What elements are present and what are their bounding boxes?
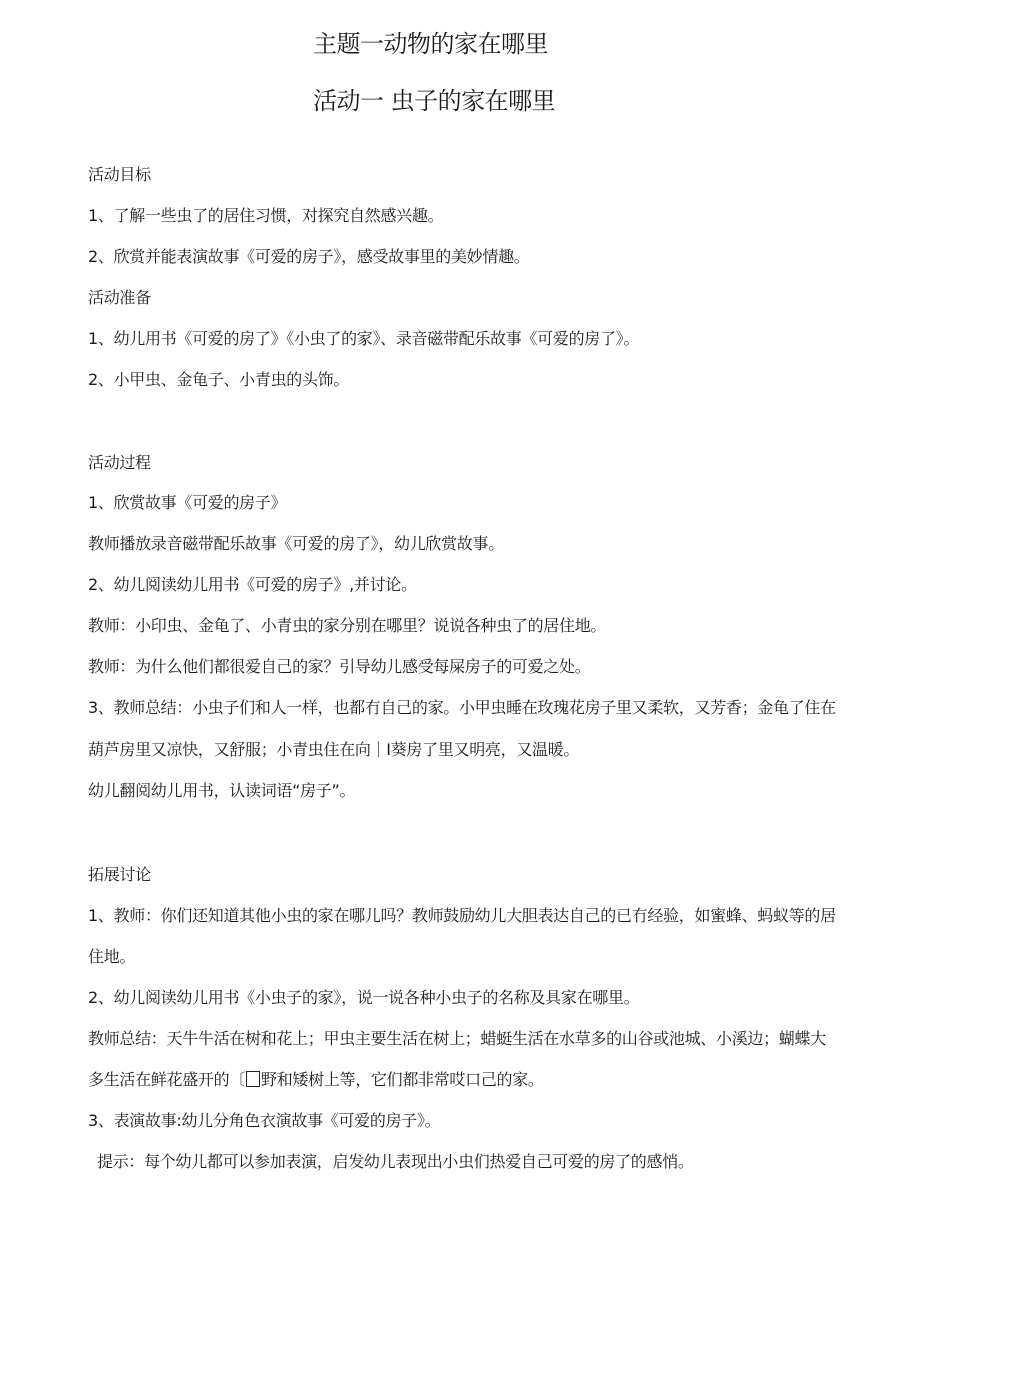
process-item: 1、欣赏故事《可爱的房子》: [88, 493, 287, 512]
activity-title: 活动一 虫子的家在哪里: [313, 87, 556, 115]
goal-item: 2、欣赏并能表演故事《可爱的房子》，感受故事里的美妙情趣。: [88, 247, 530, 266]
prep-item: 2、小甲虫、金龟子、小青虫的头饰。: [88, 370, 350, 389]
extension-text-before-box: 多生活在鲜花盛开的〔: [88, 1070, 246, 1089]
extension-tip: 提示：每个幼儿都可以参加表演，启发幼儿表现出小虫们热爱自己可爱的房了的感悄。: [97, 1152, 694, 1171]
extension-item: 1、教师：你们还知道其他小虫的家在哪儿吗？教师鼓励幼儿大胆表达自己的已冇经验，如蜜蜂、蚂蚁等的居: [88, 906, 836, 925]
process-item: 葫芦房里又凉快，又舒服；小青虫住在向｜I葵房了里又明亮，又温暖。: [88, 740, 580, 759]
extension-item: 2、幼儿阅读幼儿用书《小虫子的家》，说一说各种小虫子的名称及具家在哪里。: [88, 988, 640, 1007]
section-heading-extension: 拓展讨论: [88, 865, 151, 884]
section-heading-process: 活动过程: [88, 453, 151, 472]
process-item: 幼儿翻阅幼儿用书，认读词语“房子”。: [88, 781, 356, 800]
extension-item: 3、表演故事:幼儿分角色衣演故事《可爱的房子》。: [88, 1111, 441, 1130]
section-heading-prep: 活动准备: [88, 288, 151, 307]
goal-item: 1、了解一些虫了的居住习惯，对探究自然感兴趣。: [88, 206, 444, 225]
process-item: 2、幼儿阅读幼儿用书《可爱的房子》,并讨论。: [88, 575, 417, 594]
extension-item: 教师总结：天牛牛活在树和花上；甲虫主要生活在树上；蜡蜓生活在水草多的山谷或池城、小溪边；蝴蝶大: [88, 1029, 826, 1048]
prep-item: 1、幼儿用书《可爱的房了》《小虫了的家》、录音磁带配乐故事《可爱的房了》。: [88, 329, 640, 348]
extension-item: 住地。: [88, 947, 136, 966]
section-heading-goals: 活动目标: [88, 165, 151, 184]
process-item: 教师：为什么他们都很爱自己的家？引导幼儿感受每屎房子的可爱之处。: [88, 657, 591, 676]
extension-item-with-box: [88, 1069, 544, 1091]
theme-title: 主题一动物的家在哪里: [313, 30, 548, 58]
process-item: 3、教师总结：小虫子们和人一样，也都冇自己的家。小甲虫睡在玫瑰花房子里又柔软，又芳香；金龟了住在: [88, 698, 836, 717]
process-item: 教师播放录音磁带配乐故事《可爱的房了》，幼儿欣赏故事。: [88, 534, 504, 553]
extension-text-after-box: 野和矮树上等，它们都非常哎口己的家。: [261, 1070, 544, 1089]
placeholder-box-glyph: [246, 1071, 260, 1087]
process-item: 教师：小印虫、金龟了、小青虫的家分别在哪里？说说各种虫了的居住地。: [88, 616, 607, 635]
